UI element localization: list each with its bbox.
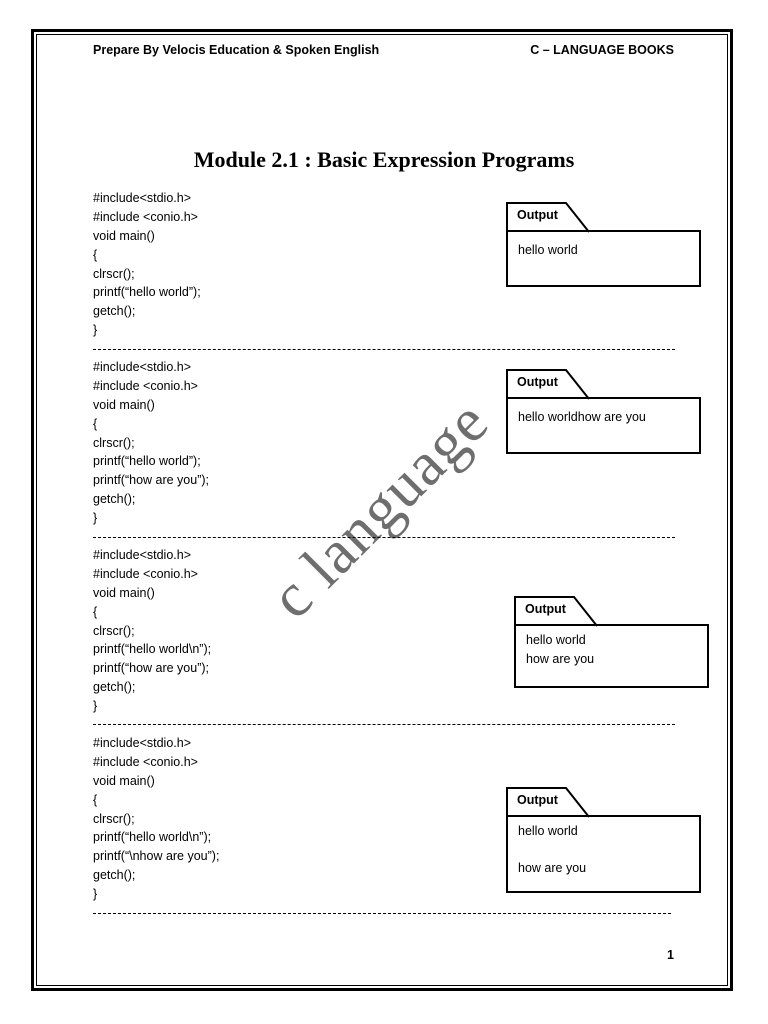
code-line: void main()	[93, 397, 155, 412]
code-block-1	[93, 189, 201, 340]
output-tab	[506, 369, 590, 399]
code-line: clrscr();	[93, 435, 135, 450]
output-line: hello worldhow are you	[518, 410, 646, 424]
output-line: hello world	[526, 633, 586, 647]
code-line: void main()	[93, 228, 155, 243]
code-line: printf(“hello world”);	[93, 454, 201, 469]
code-line: printf(“how are you”);	[93, 661, 210, 676]
code-line: getch();	[93, 868, 136, 883]
code-line: #include <conio.h>	[93, 209, 198, 224]
output-box	[506, 397, 701, 454]
code-line: #include<stdio.h>	[93, 360, 191, 374]
code-line: printf(“hello world\n”);	[93, 642, 212, 657]
code-line: #include<stdio.h>	[93, 736, 191, 750]
watermark: c language	[257, 387, 502, 632]
header-right-text: C – LANGUAGE BOOKS	[530, 43, 674, 57]
output-label: Output	[525, 602, 566, 616]
code-line: clrscr();	[93, 266, 135, 281]
code-line: void main()	[93, 773, 155, 788]
output-line: how are you	[526, 651, 595, 666]
code-line: }	[93, 699, 98, 714]
output-label: Output	[517, 793, 558, 807]
code-line: clrscr();	[93, 811, 135, 826]
output-line: hello world	[518, 243, 578, 257]
code-line: {	[93, 247, 98, 262]
output-line: hello world	[518, 824, 578, 838]
code-line: clrscr();	[93, 623, 135, 638]
output-line: how are you	[518, 861, 587, 875]
code-line: printf(“hello world”);	[93, 285, 201, 300]
code-line: }	[93, 323, 98, 338]
code-line: #include <conio.h>	[93, 378, 198, 393]
header-left-text: Prepare By Velocis Education & Spoken English	[93, 43, 380, 57]
output-label: Output	[517, 208, 558, 222]
code-line: printf(“hello world\n”);	[93, 830, 212, 845]
code-line: printf(“\nhow are you”);	[93, 849, 220, 864]
output-tab	[506, 202, 590, 232]
code-line: #include <conio.h>	[93, 754, 198, 769]
separator-line	[93, 913, 671, 914]
code-line: #include <conio.h>	[93, 566, 198, 581]
separator-line	[93, 537, 675, 538]
code-block-3	[93, 546, 211, 716]
output-box	[514, 624, 709, 688]
code-line: getch();	[93, 680, 136, 695]
code-block-2	[93, 358, 209, 528]
separator-line	[93, 349, 675, 350]
output-label: Output	[517, 375, 558, 389]
code-line: #include<stdio.h>	[93, 191, 191, 205]
output-tab	[514, 596, 598, 626]
code-line: {	[93, 604, 98, 619]
output-box	[506, 815, 701, 893]
page-title: Module 2.1 : Basic Expression Programs	[193, 147, 575, 172]
code-line: void main()	[93, 585, 155, 600]
code-line: {	[93, 792, 98, 807]
code-line: printf(“how are you”);	[93, 473, 210, 488]
code-block-4	[93, 734, 219, 904]
code-line: }	[93, 511, 98, 526]
output-tab	[506, 787, 590, 817]
separator-line	[93, 724, 675, 725]
code-line: }	[93, 887, 98, 902]
code-line: getch();	[93, 492, 136, 507]
page-number: 1	[667, 948, 674, 962]
code-line: {	[93, 416, 98, 431]
code-line: #include<stdio.h>	[93, 548, 191, 562]
output-box	[506, 230, 701, 287]
output-line	[518, 841, 689, 860]
code-line: getch();	[93, 304, 136, 319]
